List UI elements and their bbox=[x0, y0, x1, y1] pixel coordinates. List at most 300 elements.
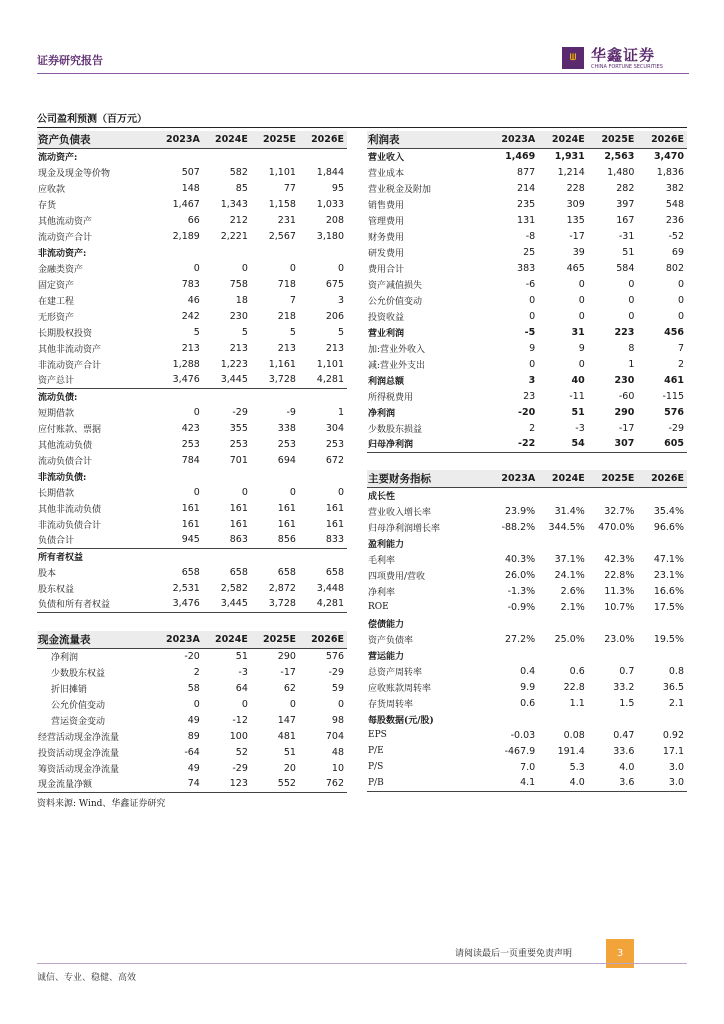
section-row bbox=[367, 615, 687, 631]
table-row bbox=[367, 567, 687, 583]
cell-value: 148 bbox=[181, 182, 200, 194]
cell-value: 49 bbox=[187, 762, 200, 774]
cell-value: 213 bbox=[181, 342, 200, 354]
year-header: 2024E bbox=[203, 631, 251, 648]
cell-value bbox=[637, 711, 687, 727]
cell-value bbox=[155, 148, 203, 164]
cell-value: 3,476 bbox=[155, 372, 203, 388]
cell-value: -64 bbox=[184, 746, 200, 758]
row-label: 股东权益 bbox=[38, 584, 75, 595]
row-label: 固定资产 bbox=[38, 280, 75, 291]
cell-value: 470.0% bbox=[598, 521, 635, 533]
cell-value: 1.5 bbox=[619, 697, 635, 709]
year-header: 2026E bbox=[299, 631, 347, 648]
cell-value: -29 bbox=[668, 422, 684, 434]
cell-value: -115 bbox=[662, 390, 684, 402]
cell-value: 0 bbox=[337, 698, 344, 710]
cell-value bbox=[489, 711, 539, 727]
cell-value: 0 bbox=[677, 278, 684, 290]
cell-value: 1,343 bbox=[220, 198, 248, 210]
row-label: 存货周转率 bbox=[368, 699, 414, 710]
table-row bbox=[367, 340, 687, 356]
row-label: 公允价值变动 bbox=[51, 700, 106, 711]
table-row bbox=[367, 727, 687, 743]
cell-value bbox=[203, 148, 251, 164]
table-row bbox=[37, 164, 347, 180]
source-note: 资料来源: Wind、华鑫证券研究 bbox=[37, 799, 166, 809]
cell-value: -20 bbox=[518, 406, 536, 418]
cell-value: 212 bbox=[229, 214, 248, 226]
cell-value: 0.4 bbox=[520, 665, 536, 677]
cell-value: 0.47 bbox=[613, 729, 635, 741]
cell-value: 51 bbox=[235, 650, 248, 662]
cell-value: 20 bbox=[283, 762, 296, 774]
cell-value: 7 bbox=[289, 294, 296, 306]
row-label: 存货 bbox=[38, 200, 57, 211]
row-label: 偿债能力 bbox=[368, 619, 405, 630]
table-row bbox=[37, 712, 347, 728]
cell-value: 24.1% bbox=[554, 569, 585, 581]
year-header: 2024E bbox=[203, 131, 251, 148]
cell-value: 0 bbox=[193, 406, 200, 418]
cell-value: 18 bbox=[235, 294, 248, 306]
cell-value: 1,223 bbox=[220, 358, 248, 370]
cell-value: 52 bbox=[235, 746, 248, 758]
cell-value bbox=[203, 388, 251, 404]
cell-value: 7.0 bbox=[520, 761, 536, 773]
cell-value bbox=[251, 548, 299, 564]
cell-value bbox=[637, 615, 687, 631]
section-row bbox=[37, 148, 347, 164]
cell-value bbox=[588, 647, 638, 663]
cell-value bbox=[299, 388, 347, 404]
cell-value: 214 bbox=[517, 182, 536, 194]
table-row bbox=[37, 580, 347, 596]
cell-value: 1,158 bbox=[268, 198, 296, 210]
cell-value: 3,476 bbox=[155, 596, 203, 612]
cell-value: 576 bbox=[664, 406, 684, 418]
cell-value: 161 bbox=[277, 518, 296, 530]
cell-value bbox=[155, 244, 203, 260]
table-row bbox=[37, 744, 347, 760]
table-row bbox=[367, 420, 687, 436]
cell-value bbox=[155, 548, 203, 564]
table-row bbox=[367, 388, 687, 404]
cell-value bbox=[251, 148, 299, 164]
table-row bbox=[37, 500, 347, 516]
cell-value: 4.0 bbox=[619, 761, 635, 773]
cell-value: 161 bbox=[229, 502, 248, 514]
row-label: 所有者权益 bbox=[38, 552, 84, 563]
cell-value: 5 bbox=[289, 326, 296, 338]
footer-divider bbox=[37, 963, 687, 964]
cell-value: 605 bbox=[637, 436, 687, 452]
table-title: 主要财务指标 bbox=[367, 470, 489, 487]
row-label: 少数股东损益 bbox=[368, 424, 423, 435]
row-label: 现金流量净额 bbox=[37, 776, 155, 792]
cell-value: 131 bbox=[517, 214, 536, 226]
cell-value: 22.8 bbox=[563, 681, 585, 693]
cell-value: 0 bbox=[628, 294, 635, 306]
cell-value: 1,480 bbox=[607, 166, 635, 178]
cell-value: 23 bbox=[523, 390, 536, 402]
cell-value: 0.7 bbox=[619, 665, 635, 677]
cell-value: 658 bbox=[277, 566, 296, 578]
section-row bbox=[367, 487, 687, 503]
table-row bbox=[367, 308, 687, 324]
table-row bbox=[37, 372, 347, 388]
cell-value: 1,101 bbox=[316, 358, 344, 370]
cell-value: 0 bbox=[578, 278, 585, 290]
table-row bbox=[367, 519, 687, 535]
cell-value: 23.9% bbox=[505, 505, 536, 517]
cell-value: 8 bbox=[628, 342, 635, 354]
section-row bbox=[37, 244, 347, 260]
disclaimer-link[interactable]: 请阅读最后一页重要免责声明 bbox=[455, 949, 573, 959]
cell-value: 0 bbox=[241, 262, 248, 274]
cell-value: 1,214 bbox=[557, 166, 585, 178]
cell-value: -52 bbox=[668, 230, 684, 242]
year-header: 2026E bbox=[637, 470, 687, 487]
row-label: 净利润 bbox=[368, 408, 396, 419]
row-label: 非流动资产: bbox=[38, 248, 87, 259]
cell-value: 19.5% bbox=[653, 633, 684, 645]
cell-value: 31.4% bbox=[554, 505, 585, 517]
cell-value: 2,567 bbox=[268, 230, 296, 242]
cell-value: 3.6 bbox=[588, 775, 638, 791]
cell-value: 51 bbox=[622, 246, 635, 258]
cell-value: 552 bbox=[251, 776, 299, 792]
table-row bbox=[37, 276, 347, 292]
table-row bbox=[37, 340, 347, 356]
cell-value: 0.92 bbox=[662, 729, 684, 741]
row-label: 盈利能力 bbox=[368, 539, 405, 550]
table-row bbox=[367, 228, 687, 244]
cell-value: 701 bbox=[229, 454, 248, 466]
cell-value: 69 bbox=[671, 246, 684, 258]
table-header-row bbox=[367, 131, 687, 148]
table-row bbox=[367, 583, 687, 599]
cell-value: 694 bbox=[277, 454, 296, 466]
table-row bbox=[37, 516, 347, 532]
cell-value: 3,470 bbox=[653, 150, 684, 162]
cell-value: 0 bbox=[628, 278, 635, 290]
cell-value: -3 bbox=[575, 422, 585, 434]
table-row bbox=[367, 196, 687, 212]
cell-value: -29 bbox=[232, 406, 248, 418]
cell-value: 0 bbox=[289, 262, 296, 274]
table-row bbox=[367, 679, 687, 695]
cell-value: 3 bbox=[337, 294, 344, 306]
cell-value: 2,189 bbox=[172, 230, 200, 242]
cell-value: 658 bbox=[181, 566, 200, 578]
cell-value: -9 bbox=[286, 406, 296, 418]
cell-value: 16.6% bbox=[653, 585, 684, 597]
cell-value: 66 bbox=[187, 214, 200, 226]
year-header: 2023A bbox=[155, 131, 203, 148]
cell-value: 48 bbox=[331, 746, 344, 758]
cell-value: 26.0% bbox=[505, 569, 536, 581]
cell-value: 675 bbox=[325, 278, 344, 290]
cell-value: 51 bbox=[283, 746, 296, 758]
cell-value bbox=[489, 615, 539, 631]
cell-value: 59 bbox=[331, 682, 344, 694]
cell-value: -17 bbox=[569, 230, 585, 242]
cell-value bbox=[489, 535, 539, 551]
cell-value: -11 bbox=[569, 390, 585, 402]
cell-value: 4,281 bbox=[299, 372, 347, 388]
table-row bbox=[37, 664, 347, 680]
row-label: 营业收入 bbox=[368, 152, 405, 163]
row-label: 长期借款 bbox=[38, 488, 75, 499]
table-row bbox=[37, 728, 347, 744]
cell-value: -17 bbox=[618, 422, 635, 434]
cell-value: -5 bbox=[524, 326, 536, 338]
cell-value bbox=[588, 535, 638, 551]
logo-chinese-name: 华鑫证券 bbox=[591, 46, 656, 64]
row-label: 财务费用 bbox=[368, 232, 405, 243]
row-label: 金融类资产 bbox=[38, 264, 84, 275]
cell-value: 5 bbox=[241, 326, 248, 338]
cell-value: 0 bbox=[578, 294, 585, 306]
cell-value: 1,101 bbox=[268, 166, 296, 178]
row-label: 非流动负债合计 bbox=[38, 520, 102, 531]
table-row bbox=[367, 599, 687, 615]
cell-value: 304 bbox=[325, 422, 344, 434]
row-label: 长期股权投资 bbox=[38, 328, 93, 339]
cell-value: -17 bbox=[280, 666, 296, 678]
cell-value: 2.1 bbox=[668, 697, 684, 709]
year-header: 2023A bbox=[489, 470, 539, 487]
cell-value: 35.4% bbox=[653, 505, 684, 517]
table-row bbox=[367, 503, 687, 519]
balance-sheet-table bbox=[37, 131, 347, 613]
caption-rule bbox=[37, 127, 687, 128]
row-label: 流动资产: bbox=[38, 152, 78, 163]
cell-value: 507 bbox=[181, 166, 200, 178]
row-label: 非流动资产合计 bbox=[38, 360, 102, 371]
cell-value bbox=[155, 468, 203, 484]
row-label: 净利率 bbox=[368, 587, 396, 598]
cell-value: 253 bbox=[277, 438, 296, 450]
cell-value: 2 bbox=[193, 666, 200, 678]
cell-value: 784 bbox=[181, 454, 200, 466]
cell-value: 135 bbox=[566, 214, 585, 226]
cell-value: 5 bbox=[337, 326, 344, 338]
row-label: 资产减值损失 bbox=[368, 280, 423, 291]
cell-value: 3 bbox=[528, 374, 536, 386]
cell-value bbox=[538, 711, 588, 727]
cell-value: -3 bbox=[238, 666, 248, 678]
cell-value: 98 bbox=[331, 714, 344, 726]
cell-value: 3,728 bbox=[251, 596, 299, 612]
cell-value bbox=[299, 148, 347, 164]
year-header: 2024E bbox=[538, 131, 588, 148]
cell-value: 230 bbox=[229, 310, 248, 322]
row-label: 研发费用 bbox=[368, 248, 405, 259]
cell-value: 0.8 bbox=[668, 665, 684, 677]
cell-value: 40 bbox=[571, 374, 585, 386]
table-row bbox=[37, 292, 347, 308]
cell-value: 213 bbox=[229, 342, 248, 354]
row-label: 经营活动现金净流量 bbox=[38, 732, 120, 743]
year-header: 2025E bbox=[251, 131, 299, 148]
cell-value bbox=[203, 548, 251, 564]
cell-value: -12 bbox=[232, 714, 248, 726]
cell-value: 0 bbox=[529, 310, 536, 322]
cell-value bbox=[299, 244, 347, 260]
table-header-row bbox=[37, 131, 347, 148]
cell-value bbox=[251, 468, 299, 484]
table-row bbox=[37, 776, 347, 792]
row-label: 其他流动资产 bbox=[38, 216, 93, 227]
section-row bbox=[37, 388, 347, 404]
table-row bbox=[37, 760, 347, 776]
cell-value: 0 bbox=[529, 358, 536, 370]
cell-value: 383 bbox=[517, 262, 536, 274]
cell-value: 0.08 bbox=[563, 729, 585, 741]
cell-value: -20 bbox=[184, 650, 200, 662]
cell-value: 4.0 bbox=[538, 775, 588, 791]
table-row bbox=[37, 680, 347, 696]
cell-value: 161 bbox=[181, 518, 200, 530]
cell-value: 0 bbox=[193, 262, 200, 274]
cell-value: 290 bbox=[614, 406, 635, 418]
row-label: 营业利润 bbox=[368, 328, 405, 339]
cell-value: 762 bbox=[299, 776, 347, 792]
year-header: 2026E bbox=[299, 131, 347, 148]
table-row bbox=[367, 164, 687, 180]
row-label: 流动负债: bbox=[38, 392, 78, 403]
table-row bbox=[37, 308, 347, 324]
cell-value: 3.0 bbox=[668, 761, 684, 773]
table-row bbox=[37, 564, 347, 580]
cell-value: 0 bbox=[628, 310, 635, 322]
cell-value: 1,469 bbox=[505, 150, 536, 162]
company-logo bbox=[562, 44, 692, 72]
table-row bbox=[367, 324, 687, 340]
cell-value: 0 bbox=[337, 262, 344, 274]
row-label: 销售费用 bbox=[368, 200, 405, 211]
cell-value: 423 bbox=[181, 422, 200, 434]
cell-value: 218 bbox=[277, 310, 296, 322]
table-row bbox=[367, 436, 687, 452]
cell-value: 3,728 bbox=[251, 372, 299, 388]
cell-value: 33.2 bbox=[613, 681, 635, 693]
cell-value: 37.1% bbox=[554, 553, 585, 565]
section-row bbox=[367, 535, 687, 551]
cell-value: 1,844 bbox=[316, 166, 344, 178]
table-header-row bbox=[367, 470, 687, 487]
row-label: 负债合计 bbox=[37, 532, 155, 548]
footer-motto: 诚信、专业、稳健、高效 bbox=[37, 973, 137, 983]
cell-value: 718 bbox=[277, 278, 296, 290]
row-label: 加:营业外收入 bbox=[368, 344, 426, 355]
cell-value bbox=[251, 244, 299, 260]
table-row bbox=[37, 420, 347, 436]
table-row bbox=[367, 148, 687, 164]
table-row bbox=[367, 631, 687, 647]
cell-value: -0.03 bbox=[510, 729, 536, 741]
cell-value: 1 bbox=[337, 406, 344, 418]
table-row bbox=[367, 244, 687, 260]
row-label: 总资产周转率 bbox=[368, 667, 423, 678]
cell-value: 309 bbox=[566, 198, 585, 210]
cell-value: 2 bbox=[677, 358, 684, 370]
cell-value: 856 bbox=[251, 532, 299, 548]
year-header: 2026E bbox=[637, 131, 687, 148]
cell-value: 0.6 bbox=[520, 697, 536, 709]
cell-value: 7 bbox=[677, 342, 684, 354]
cell-value: 582 bbox=[229, 166, 248, 178]
cell-value: 9.9 bbox=[520, 681, 536, 693]
cell-value: 235 bbox=[517, 198, 536, 210]
table-row bbox=[37, 196, 347, 212]
cell-value: 1,161 bbox=[268, 358, 296, 370]
cell-value: 2,563 bbox=[604, 150, 635, 162]
cell-value: 208 bbox=[325, 214, 344, 226]
cell-value: 242 bbox=[181, 310, 200, 322]
cell-value: 161 bbox=[229, 518, 248, 530]
cell-value: 0.6 bbox=[569, 665, 585, 677]
row-label: 所得税费用 bbox=[368, 392, 414, 403]
cell-value: 290 bbox=[277, 650, 296, 662]
cell-value: -31 bbox=[618, 230, 635, 242]
cell-value: 95 bbox=[331, 182, 344, 194]
cell-value bbox=[299, 548, 347, 564]
cell-value: 4.1 bbox=[489, 775, 539, 791]
table-row bbox=[37, 212, 347, 228]
income-statement-table bbox=[367, 131, 687, 453]
row-label: 四项费用/营收 bbox=[368, 571, 426, 582]
cell-value: 802 bbox=[665, 262, 684, 274]
cell-value: 0 bbox=[578, 358, 585, 370]
row-label: 其他非流动负债 bbox=[38, 504, 102, 515]
cell-value: 5.3 bbox=[569, 761, 585, 773]
cell-value bbox=[588, 711, 638, 727]
cell-value: -8 bbox=[525, 230, 536, 242]
row-label: 利润总额 bbox=[368, 376, 405, 387]
cell-value: 307 bbox=[588, 436, 638, 452]
year-header: 2025E bbox=[588, 131, 638, 148]
cell-value bbox=[251, 388, 299, 404]
cell-value: 100 bbox=[229, 730, 248, 742]
cell-value: 42.3% bbox=[604, 553, 635, 565]
cell-value: 1,836 bbox=[656, 166, 684, 178]
cell-value bbox=[538, 535, 588, 551]
cell-value: 0 bbox=[578, 310, 585, 322]
table-row bbox=[367, 743, 687, 759]
table-row bbox=[367, 372, 687, 388]
cell-value: 0 bbox=[677, 310, 684, 322]
row-label: 非流动负债: bbox=[38, 472, 87, 483]
table-row bbox=[37, 596, 347, 612]
cell-value bbox=[203, 244, 251, 260]
cell-value: 2,531 bbox=[172, 582, 200, 594]
cell-value: 39 bbox=[572, 246, 585, 258]
cell-value: 51 bbox=[571, 406, 585, 418]
cell-value: 161 bbox=[277, 502, 296, 514]
table-row bbox=[367, 695, 687, 711]
cash-flow-table bbox=[37, 631, 347, 793]
table-row bbox=[367, 663, 687, 679]
cell-value: 22.8% bbox=[604, 569, 635, 581]
table-row bbox=[367, 775, 687, 791]
row-label: 其他非流动资产 bbox=[38, 344, 102, 355]
cell-value: 461 bbox=[664, 374, 684, 386]
row-label: P/S bbox=[368, 762, 384, 772]
cell-value: -29 bbox=[328, 666, 344, 678]
